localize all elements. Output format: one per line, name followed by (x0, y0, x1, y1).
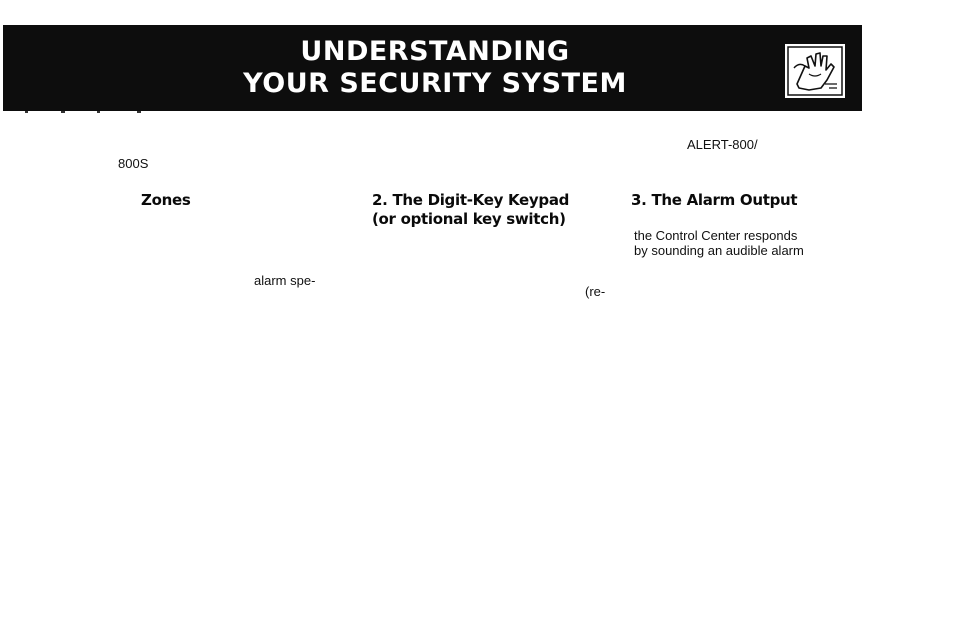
keypad-heading-line-2: (or optional key switch) (372, 210, 566, 228)
alarm-output-text-line-1: the Control Center responds (634, 228, 798, 243)
rule-ticks (25, 110, 145, 114)
hand-icon (785, 44, 845, 98)
alarm-output-text-line-2: by sounding an audible alarm (634, 243, 804, 258)
page-title-line-1: UNDERSTANDING (300, 36, 570, 67)
title-banner (3, 25, 862, 111)
alarm-output-heading: 3. The Alarm Output (631, 191, 798, 209)
alert-model-fragment: ALERT-800/ (687, 137, 758, 152)
model-fragment: 800S (118, 156, 149, 171)
re-fragment: (re- (585, 284, 606, 299)
zones-heading: Zones (141, 191, 191, 209)
alarm-spe-fragment: alarm spe- (254, 273, 316, 288)
keypad-heading-line-1: 2. The Digit-Key Keypad (372, 191, 570, 209)
page-title (3, 36, 867, 100)
page-title-line-2: YOUR SECURITY SYSTEM (243, 68, 627, 99)
